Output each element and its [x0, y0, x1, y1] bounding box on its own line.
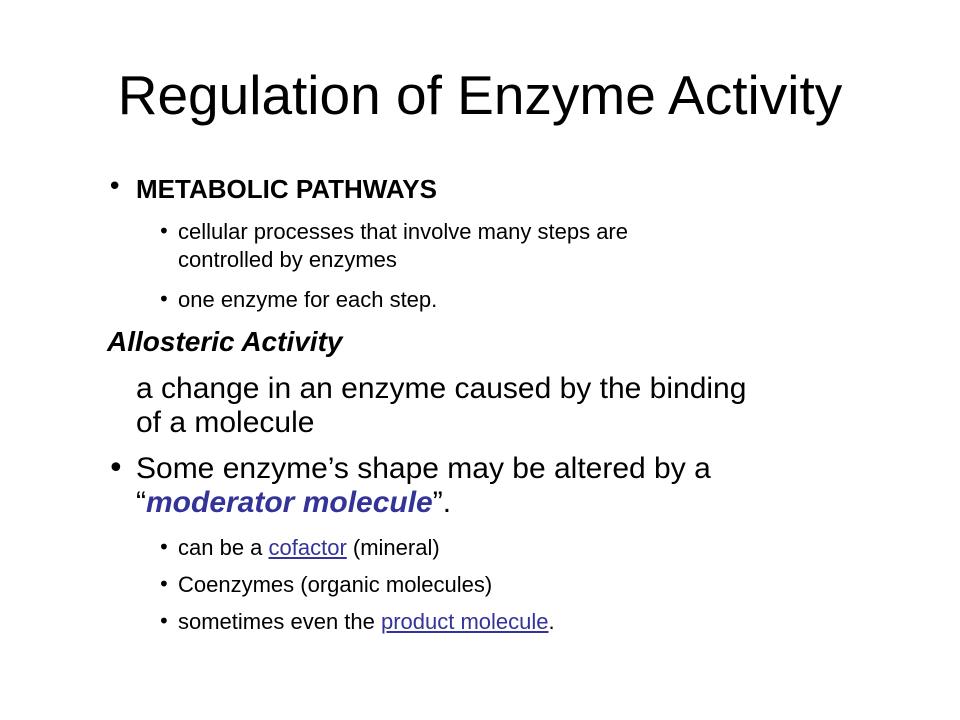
allosteric-activity-heading: Allosteric Activity — [107, 326, 343, 357]
cofactor-suffix: (mineral) — [346, 535, 440, 560]
bullet-icon: • — [107, 451, 125, 486]
sub-bullet-line: one enzyme for each step. — [178, 287, 438, 312]
bullet-icon: • — [158, 572, 170, 596]
sub-bullet-line: controlled by enzymes — [178, 247, 397, 272]
shape-line: Some enzyme’s shape may be altered by a — [136, 452, 711, 485]
coenzymes-line: Coenzymes (organic molecules) — [178, 572, 493, 597]
product-suffix: . — [548, 609, 555, 634]
definition-line: a change in an enzyme caused by the binding — [136, 372, 747, 405]
cofactor-line — [178, 535, 440, 561]
open-quote: “ — [136, 486, 146, 519]
product-line — [178, 609, 555, 635]
bullet-icon: • — [158, 535, 170, 559]
sub-bullet-line: cellular processes that involve many steps are — [178, 219, 628, 244]
product-prefix: sometimes even the — [178, 609, 381, 634]
moderator-line — [136, 486, 451, 520]
definition-line: of a molecule — [136, 406, 315, 439]
bullet-icon: • — [158, 287, 170, 311]
bullet-icon: • — [158, 219, 170, 243]
close-quote: ”. — [432, 486, 452, 519]
cofactor-link[interactable]: cofactor — [268, 535, 347, 560]
metabolic-pathways-heading: METABOLIC PATHWAYS — [136, 174, 437, 204]
moderator-molecule-term: moderator molecule — [146, 486, 433, 519]
product-molecule-link[interactable]: product molecule — [380, 609, 549, 634]
slide-title: Regulation of Enzyme Activity — [117, 64, 843, 126]
bullet-icon: • — [158, 609, 170, 633]
bullet-icon: • — [107, 172, 123, 202]
cofactor-prefix: can be a — [178, 535, 269, 560]
